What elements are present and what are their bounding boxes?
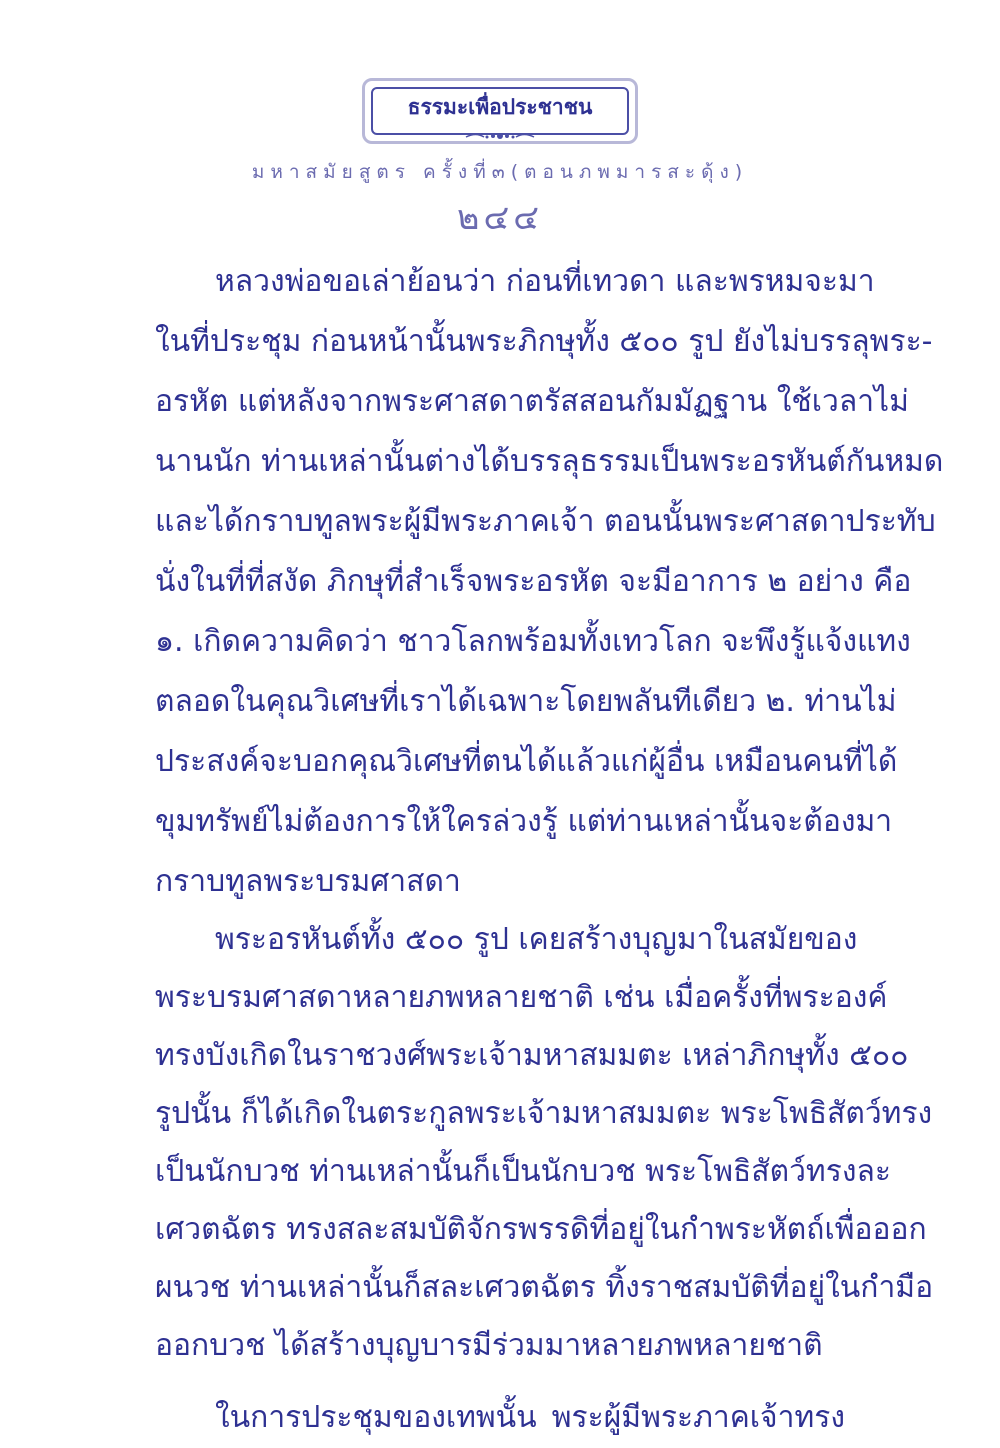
paragraph-1-line-1: หลวงพ่อขอเล่าย้อนว่า ก่อนที่เทวดา และพรหมจะมา: [215, 264, 875, 299]
page-number: ๒๔๔: [457, 198, 543, 238]
paragraph-2-line-8: ออกบวช ได้สร้างบุญบารมีร่วมมาหลายภพหลายชาติ: [155, 1328, 823, 1363]
paragraph-1-line-8: ตลอดในคุณวิเศษที่เราได้เฉพาะโดยพลันทีเดียว ๒. ท่านไม่: [155, 684, 897, 719]
paragraph-1-line-6: นั่งในที่ที่สงัด ภิกษุที่สำเร็จพระอรหัต จะมีอาการ ๒ อย่าง คือ: [155, 564, 912, 599]
paragraph-1-line-5: และได้กราบทูลพระผู้มีพระภาคเจ้า ตอนนั้นพระศาสดาประทับ: [155, 504, 936, 539]
paragraph-2-line-2: พระบรมศาสดาหลายภพหลายชาติ เช่น เมื่อครั้งที่พระองค์: [155, 980, 888, 1015]
paragraph-2-line-5: เป็นนักบวช ท่านเหล่านั้นก็เป็นนักบวช พระโพธิสัตว์ทรงละ: [155, 1154, 891, 1189]
paragraph-2-line-7: ผนวช ท่านเหล่านั้นก็สละเศวตฉัตร ทิ้งราชสมบัติที่อยู่ในกำมือ: [155, 1270, 934, 1305]
paragraph-1-line-2: ในที่ประชุม ก่อนหน้านั้นพระภิกษุทั้ง ๕๐๐ รูป ยังไม่บรรลุพระ-: [155, 324, 933, 359]
paragraph-1-line-7: ๑. เกิดความคิดว่า ชาวโลกพร้อมทั้งเทวโลก จะพึงรู้แจ้งแทง: [155, 624, 911, 659]
paragraph-3-line-1: ในการประชุมของเทพนั้น พระผู้มีพระภาคเจ้าทรง: [215, 1400, 845, 1435]
paragraph-2-line-1: พระอรหันต์ทั้ง ๕๐๐ รูป เคยสร้างบุญมาในสมัยของ: [215, 922, 858, 957]
paragraph-1-line-11: กราบทูลพระบรมศาสดา: [155, 864, 461, 899]
paragraph-2-line-3: ทรงบังเกิดในราชวงศ์พระเจ้ามหาสมมตะ เหล่าภิกษุทั้ง ๕๐๐: [155, 1038, 909, 1073]
paragraph-1-line-3: อรหัต แต่หลังจากพระศาสดาตรัสสอนกัมมัฏฐาน ใช้เวลาไม่: [155, 384, 909, 419]
ornament-icon: [460, 130, 540, 142]
paragraph-2-line-4: รูปนั้น ก็ได้เกิดในตระกูลพระเจ้ามหาสมมตะ พระโพธิสัตว์ทรง: [155, 1096, 933, 1131]
paragraph-1-line-4: นานนัก ท่านเหล่านั้นต่างได้บรรลุธรรมเป็นพระอรหันต์กันหมด: [155, 444, 944, 479]
paragraph-1-line-10: ขุมทรัพย์ไม่ต้องการให้ใครล่วงรู้ แต่ท่านเหล่านั้นจะต้องมา: [155, 804, 893, 839]
paragraph-1-line-9: ประสงค์จะบอกคุณวิเศษที่ตนได้แล้วแก่ผู้อื่น เหมือนคนที่ได้: [155, 744, 898, 779]
chapter-title: มหาสมัยสูตร ครั้งที่๓(ตอนภพมารสะดุ้ง): [251, 161, 749, 183]
logo-text: ธรรมะเพื่อประชาชน: [407, 95, 593, 119]
paragraph-2-line-6: เศวตฉัตร ทรงสละสมบัติจักรพรรดิที่อยู่ในกำพระหัตถ์เพื่อออก: [155, 1212, 927, 1247]
